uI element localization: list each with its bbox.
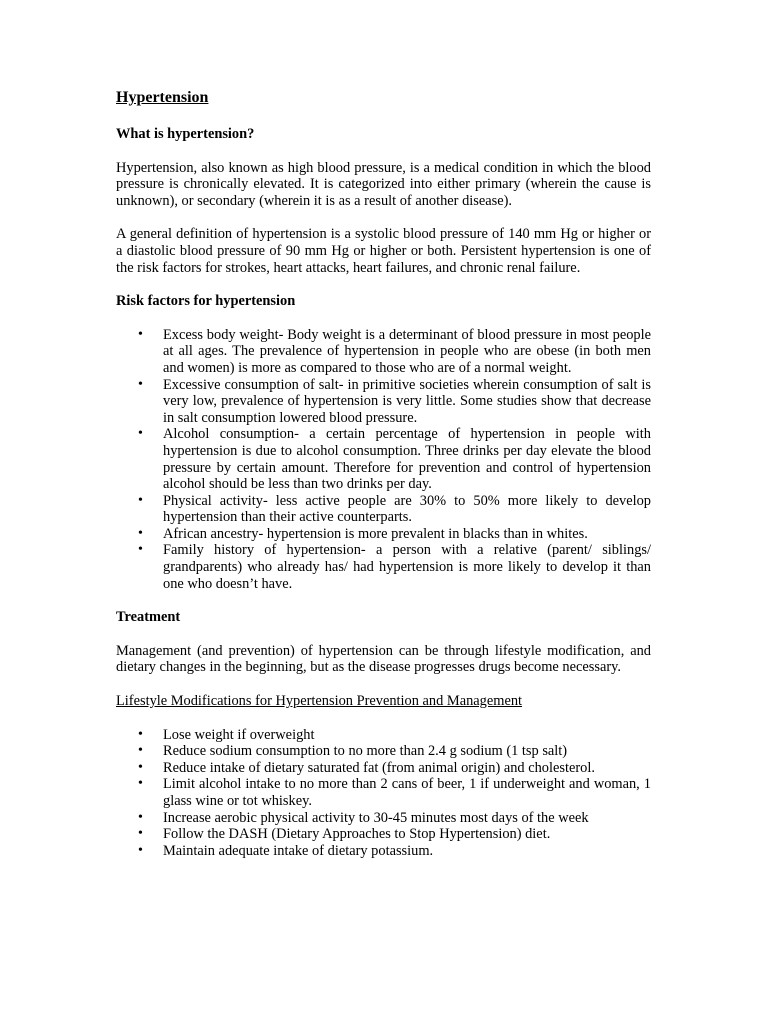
list-item: • Alcohol consumption- a certain percentage of hypertension in people with hypertension is due to alcohol consumption. Three drinks per day elevate the blood pressure by certain amount. Therefore for prevention and control of hypertension alcohol should be less than two drinks per day. bbox=[116, 426, 651, 492]
list-item: • Follow the DASH (Dietary Approaches to Stop Hypertension) diet. bbox=[116, 826, 651, 843]
section-heading-risk-factors: Risk factors for hypertension bbox=[116, 293, 296, 310]
list-item: • Reduce intake of dietary saturated fat (from animal origin) and cholesterol. bbox=[116, 760, 651, 777]
document-body bbox=[116, 88, 651, 859]
risk-factors-list bbox=[116, 327, 651, 593]
section-heading-what-is: What is hypertension? bbox=[116, 126, 255, 142]
document-title: Hypertension bbox=[116, 89, 209, 106]
paragraph-general-definition: A general definition of hypertension is a systolic blood pressure of 140 mm Hg or higher or a diastolic blood pressure of 90 mm Hg or higher or both. Persistent hypertension is one of the risk factors for strokes, heart attacks, heart failures, and chronic renal failure. bbox=[116, 226, 651, 276]
list-item: • Reduce sodium consumption to no more than 2.4 g sodium (1 tsp salt) bbox=[116, 743, 651, 760]
lifestyle-modifications-list bbox=[116, 727, 651, 860]
paragraph-treatment: Management (and prevention) of hypertension can be through lifestyle modification, and dietary changes in the beginning, but as the disease progresses drugs become necessary. bbox=[116, 642, 651, 676]
list-item: • Excess body weight- Body weight is a determinant of blood pressure in most people at all ages. The prevalence of hypertension in people who are obese (in both men and women) is more as compared to those who are of a normal weight. bbox=[116, 327, 651, 377]
list-item: • African ancestry- hypertension is more prevalent in blacks than in whites. bbox=[116, 526, 651, 543]
list-item: • Limit alcohol intake to no more than 2 cans of beer, 1 if underweight and woman, 1 glass wine or tot whiskey. bbox=[116, 776, 651, 809]
list-item: • Maintain adequate intake of dietary potassium. bbox=[116, 843, 651, 860]
list-item: • Family history of hypertension- a person with a relative (parent/ siblings/ grandparents) who already has/ had hypertension is more likely to develop it than one who doesn’t have. bbox=[116, 542, 651, 592]
list-item: • Lose weight if overweight bbox=[116, 727, 651, 744]
list-item: • Increase aerobic physical activity to 30-45 minutes most days of the week bbox=[116, 810, 651, 827]
subheading-lifestyle-modifications: Lifestyle Modifications for Hypertension Prevention and Management bbox=[116, 693, 523, 710]
list-item: • Physical activity- less active people are 30% to 50% more likely to develop hypertension than their active counterparts. bbox=[116, 493, 651, 526]
section-heading-treatment: Treatment bbox=[116, 609, 181, 626]
paragraph-definition: Hypertension, also known as high blood pressure, is a medical condition in which the blood pressure is chronically elevated. It is categorized into either primary (wherein the cause is unknown), or secondary (wherein it is as a result of another disease). bbox=[116, 159, 651, 209]
list-item: • Excessive consumption of salt- in primitive societies wherein consumption of salt is very low, prevalence of hypertension is very little. Some studies show that decrease in salt consumption lowered blood pressure. bbox=[116, 377, 651, 427]
